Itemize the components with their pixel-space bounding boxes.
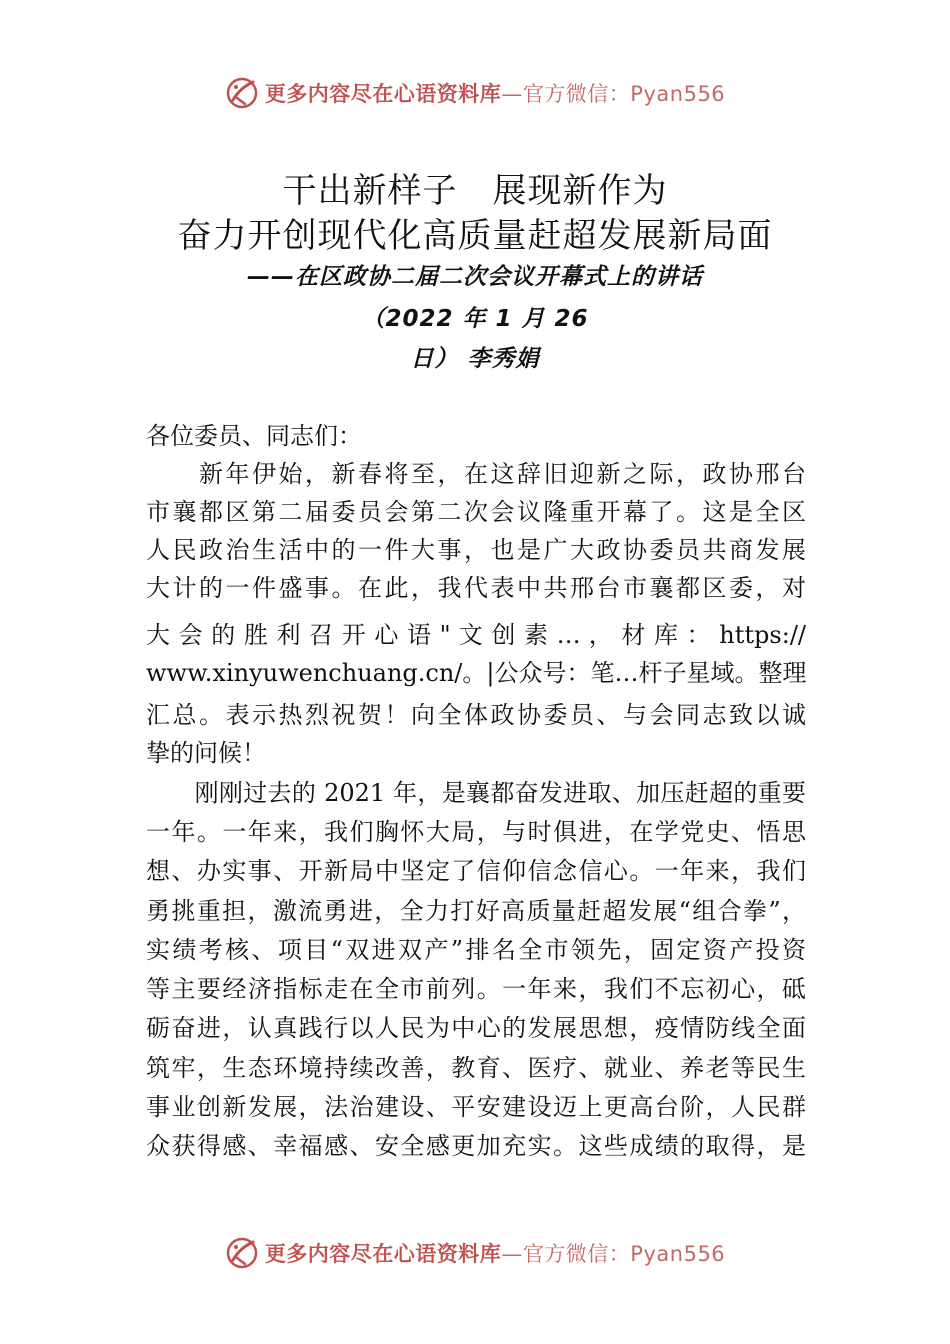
paragraph-1-line: 汇总。表示热烈祝贺！向全体政协委员、与会同志致以诚 xyxy=(146,701,806,729)
paragraph-2-line: 砺奋进，认真践行以人民为中心的发展思想，疫情防线全面 xyxy=(146,1014,806,1042)
greeting: 各位委员、同志们： xyxy=(146,422,362,450)
title-line-2: 奋力开创现代化高质量赶超发展新局面 xyxy=(177,216,773,256)
title-line-1: 干出新样子 展现新作为 xyxy=(282,171,668,211)
paragraph-2-line: 一年。一年来，我们胸怀大局，与时俱进，在学党史、悟思 xyxy=(146,818,806,846)
watermark-sep: — xyxy=(501,1242,523,1266)
paragraph-1-line: 挚的问候！ xyxy=(146,739,266,767)
paragraph-1-line: 人民政治生活中的一件大事，也是广大政协委员共商发展 xyxy=(146,536,806,564)
paragraph-1-line: 新年伊始，新春将至，在这辞旧迎新之际，政协邢台 xyxy=(146,460,806,488)
watermark-text xyxy=(265,78,725,108)
watermark-text xyxy=(265,1238,725,1268)
paragraph-2-line: 事业创新发展，法治建设、平安建设迈上更高台阶，人民群 xyxy=(146,1093,806,1121)
subtitle-date: （2022 年 1 月 26 xyxy=(361,306,589,332)
watermark-sep: — xyxy=(501,82,523,106)
paragraph-2-line: 实绩考核、项目“双进双产”排名全市领先，固定资产投资 xyxy=(146,936,806,964)
paragraph-1-line: 大 会 的 胜 利 召 开 心 语 " 文 创 素 … ， 材 库 ： https:// xyxy=(146,621,806,649)
watermark-main: 更多内容尽在心语资料库 xyxy=(264,1242,502,1266)
paragraph-1-line: 市襄都区第二届委员会第二次会议隆重开幕了。这是全区 xyxy=(146,498,806,526)
paragraph-2-line: 勇挑重担，激流勇进，全力打好高质量赶超发展“组合拳”， xyxy=(146,897,806,925)
logo-icon xyxy=(225,1236,259,1270)
paragraph-2-line: 众获得感、幸福感、安全感更加充实。这些成绩的取得，是 xyxy=(146,1132,806,1160)
watermark-tail: 官方微信：Pyan556 xyxy=(522,82,726,106)
paragraph-2-line: 等主要经济指标走在全市前列。一年来，我们不忘初心，砥 xyxy=(146,975,806,1003)
paragraph-2-line: 想、办实事、开新局中坚定了信仰信念信心。一年来，我们 xyxy=(146,857,806,885)
header-watermark xyxy=(0,68,950,118)
subtitle-author: 日） 李秀娟 xyxy=(410,346,540,372)
footer-watermark xyxy=(0,1228,950,1278)
paragraph-2-line: 刚刚过去的 2021 年，是襄都奋发进取、加压赶超的重要 xyxy=(146,779,806,807)
subtitle-line-1: ——在区政协二届二次会议开幕式上的讲话 xyxy=(247,264,703,290)
logo-icon xyxy=(225,76,259,110)
paragraph-1-line: www.xinyuwenchuang.cn/。|公众号：笔…杆子星域。整理 xyxy=(146,659,807,687)
watermark-tail: 官方微信：Pyan556 xyxy=(522,1242,726,1266)
paragraph-2-line: 筑牢，生态环境持续改善，教育、医疗、就业、养老等民生 xyxy=(146,1054,806,1082)
paragraph-1-line: 大计的一件盛事。在此，我代表中共邢台市襄都区委，对 xyxy=(146,574,806,602)
watermark-main: 更多内容尽在心语资料库 xyxy=(264,82,502,106)
